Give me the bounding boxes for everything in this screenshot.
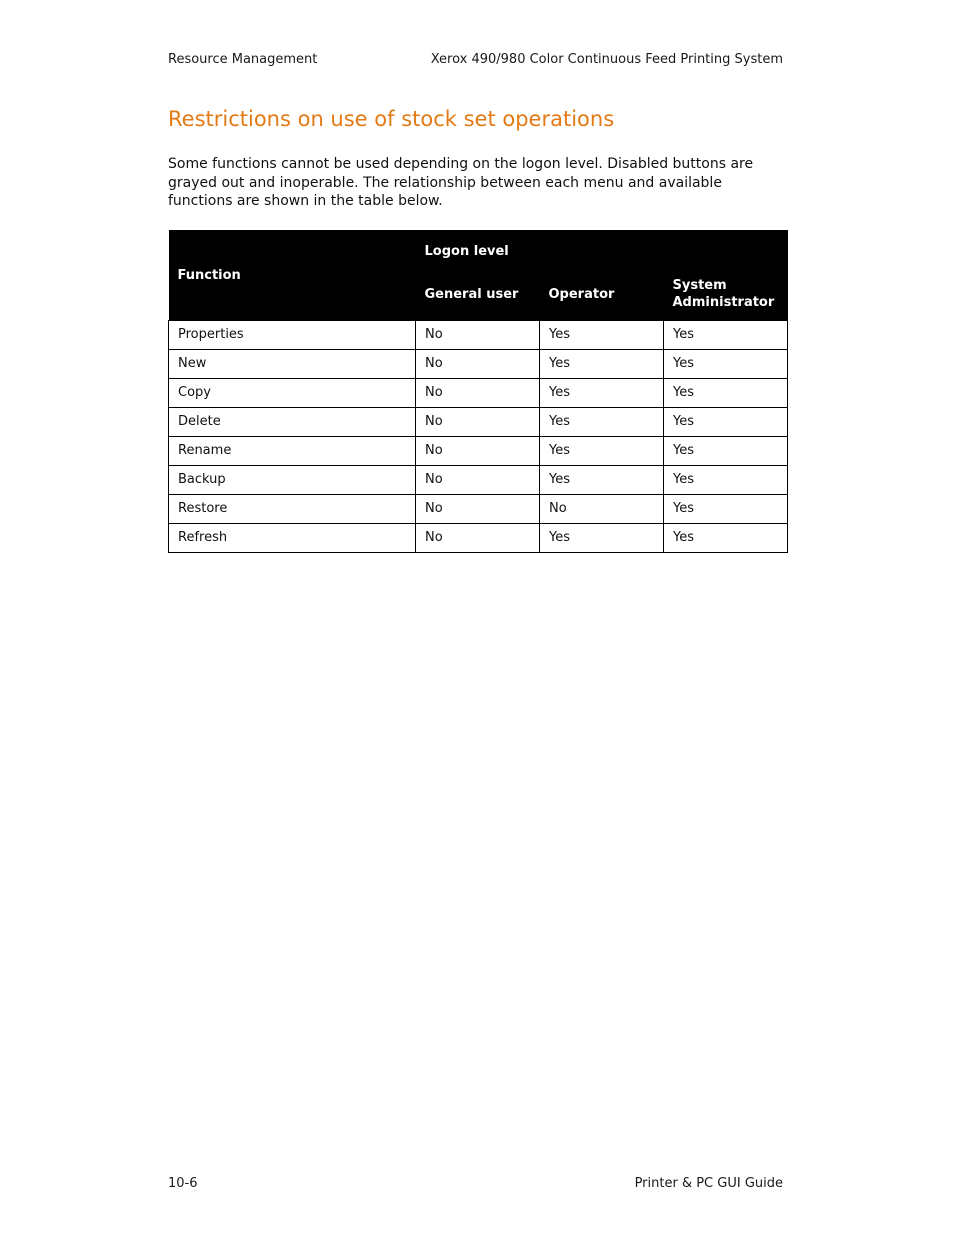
cell-general-user: No — [416, 379, 540, 408]
cell-general-user: No — [416, 495, 540, 524]
cell-general-user: No — [416, 350, 540, 379]
header-general-user: General user — [416, 268, 540, 321]
cell-system-administrator: Yes — [664, 466, 788, 495]
cell-function: Rename — [169, 437, 416, 466]
cell-general-user: No — [416, 408, 540, 437]
running-header-product: Xerox 490/980 Color Continuous Feed Printing System — [430, 52, 783, 67]
cell-general-user: No — [416, 321, 540, 350]
cell-operator: No — [540, 495, 664, 524]
cell-general-user: No — [416, 437, 540, 466]
page-number: 10-6 — [168, 1176, 198, 1191]
cell-system-administrator: Yes — [664, 437, 788, 466]
cell-system-administrator: Yes — [664, 495, 788, 524]
cell-system-administrator: Yes — [664, 524, 788, 553]
header-operator: Operator — [540, 268, 664, 321]
header-logon-level: Logon level — [416, 230, 788, 268]
table-row — [169, 379, 788, 408]
table-row — [169, 350, 788, 379]
table-row — [169, 495, 788, 524]
cell-system-administrator: Yes — [664, 321, 788, 350]
cell-function: New — [169, 350, 416, 379]
cell-function: Delete — [169, 408, 416, 437]
cell-operator: Yes — [540, 379, 664, 408]
cell-general-user: No — [416, 466, 540, 495]
header-function: Function — [169, 230, 416, 321]
intro-paragraph: Some functions cannot be used depending on the logon level. Disabled buttons are grayed out and inoperable. The relationship between each menu and available functions are shown in the table below. — [168, 156, 754, 209]
table-header — [169, 230, 788, 321]
cell-function: Backup — [169, 466, 416, 495]
header-system-administrator: System Administrator — [664, 268, 788, 321]
cell-operator: Yes — [540, 408, 664, 437]
cell-operator: Yes — [540, 524, 664, 553]
cell-operator: Yes — [540, 350, 664, 379]
running-header-section: Resource Management — [168, 52, 318, 67]
cell-operator: Yes — [540, 466, 664, 495]
cell-function: Restore — [169, 495, 416, 524]
table-row — [169, 321, 788, 350]
cell-operator: Yes — [540, 321, 664, 350]
cell-operator: Yes — [540, 437, 664, 466]
cell-function: Copy — [169, 379, 416, 408]
table-row — [169, 408, 788, 437]
table-row — [169, 466, 788, 495]
table-row — [169, 524, 788, 553]
guide-name: Printer & PC GUI Guide — [634, 1176, 783, 1191]
cell-system-administrator: Yes — [664, 350, 788, 379]
cell-function: Refresh — [169, 524, 416, 553]
table-row — [169, 437, 788, 466]
cell-function: Properties — [169, 321, 416, 350]
cell-system-administrator: Yes — [664, 379, 788, 408]
cell-system-administrator: Yes — [664, 408, 788, 437]
cell-general-user: No — [416, 524, 540, 553]
logon-level-table — [168, 230, 788, 553]
section-title: Restrictions on use of stock set operations — [168, 107, 615, 131]
